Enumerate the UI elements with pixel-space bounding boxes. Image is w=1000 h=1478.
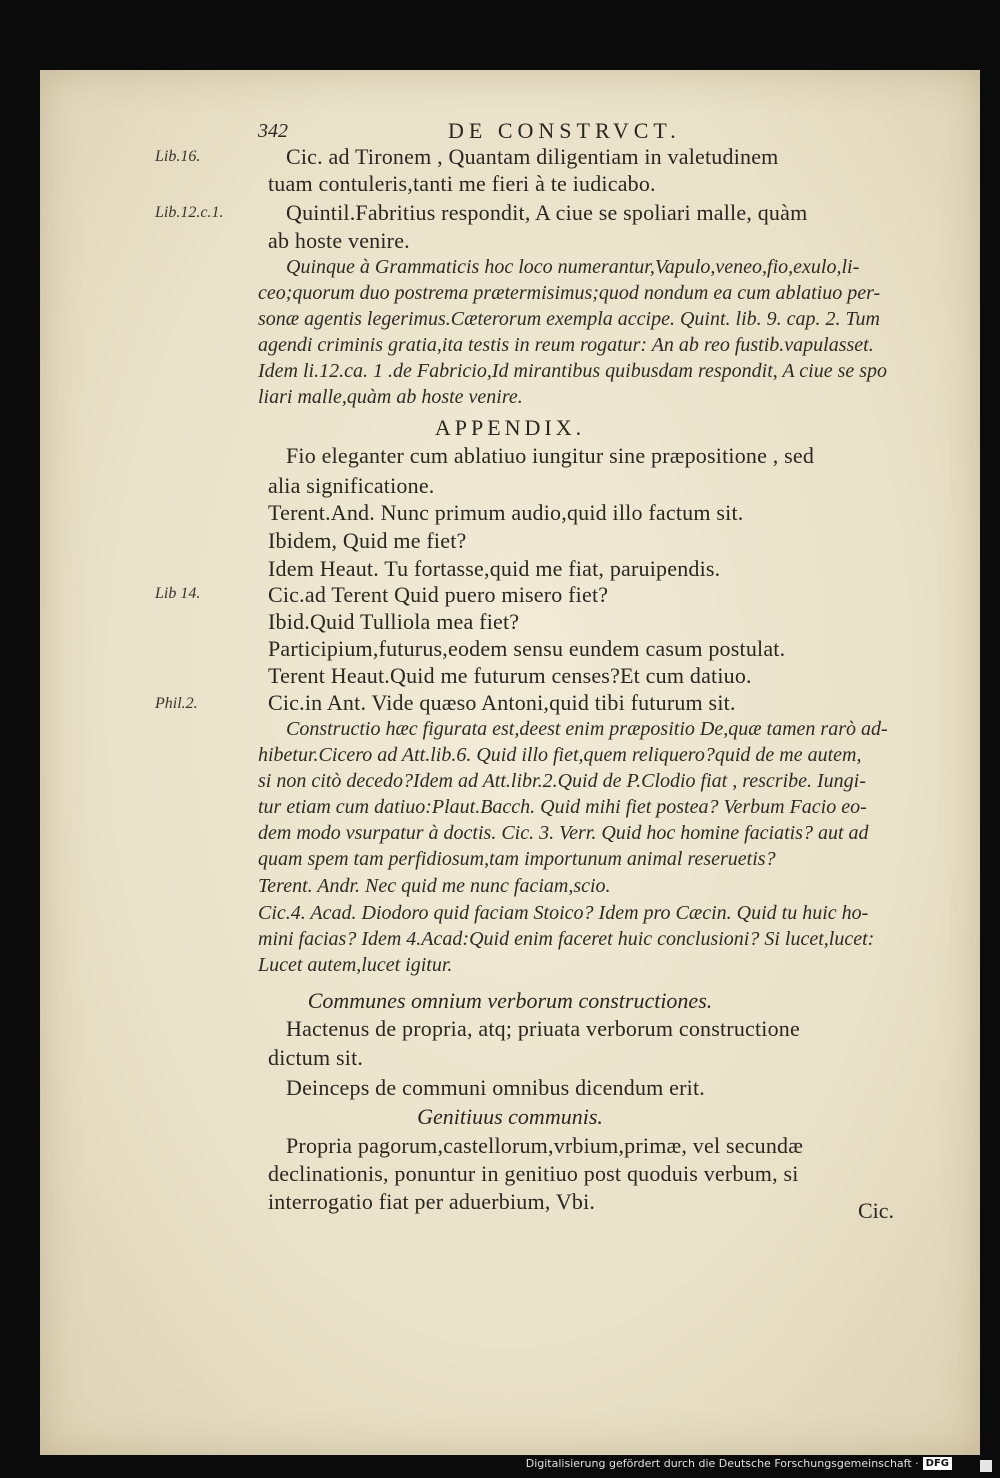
text-line: Cic.in Ant. Vide quæso Antoni,quid tibi futurum sit. [268,690,736,715]
text-line: tuam contuleris,tanti me fieri à te iudicabo. [268,171,656,196]
margin-note: Phil.2. [155,695,198,712]
text-line: Fio eleganter cum ablatiuo iungitur sine præpositione , sed [286,443,815,468]
text-line: Participium,futurus,eodem sensu eundem casum postulat. [268,636,786,661]
italic-line: tur etiam cum datiuo:Plaut.Bacch. Quid mihi fiet postea? Verbum Facio eo- [258,796,867,818]
section-subheading: Genitiuus communis. [417,1104,603,1129]
italic-line: Quinque à Grammaticis hoc loco numerantur,Vapulo,veneo,fio,exulo,li- [286,256,860,278]
italic-line: Terent. Andr. Nec quid me nunc faciam,scio. [258,875,611,897]
running-head: DE CONSTRVCT. [448,118,681,143]
text-line: Quintil.Fabritius respondit, A ciue se spoliari malle, quàm [286,200,808,225]
italic-line: mini facias? Idem 4.Acad:Quid enim faceret huic conclusioni? Si lucet,lucet: [258,928,875,950]
text-line: Cic.ad Terent Quid puero misero fiet? [268,582,609,607]
corner-marker [980,1460,992,1472]
section-heading: APPENDIX. [434,415,586,440]
text-line: declinationis, ponuntur in genitiuo post quoduis verbum, si [268,1161,799,1186]
italic-line: liari malle,quàm ab hoste venire. [258,386,523,408]
italic-line: agendi criminis gratia,ita testis in reum rogatur: An ab reo fustib.vapulasset. [258,334,874,356]
italic-line: sonæ agentis legerimus.Cæterorum exempla accipe. Quint. lib. 9. cap. 2. Tum [258,308,880,330]
italic-line: quam spem tam perfidiosum,tam importunum animal reseruetis? [258,848,776,870]
text-line: Ibid.Quid Tulliola mea fiet? [268,609,520,634]
text-line: Cic. ad Tironem , Quantam diligentiam in valetudinem [286,144,779,169]
page-number: 342 [258,120,288,142]
italic-line: si non citò decedo?Idem ad Att.libr.2.Quid de P.Clodio fiat , rescribe. Iungi- [258,770,866,792]
italic-line: ceo;quorum duo postrema prætermisimus;quod nondum ea cum ablatiuo per- [258,282,881,304]
italic-line: hibetur.Cicero ad Att.lib.6. Quid illo fiet,quem reliquero?quid de me autem, [258,744,862,766]
text-line: interrogatio fiat per aduerbium, Vbi. [268,1189,596,1214]
text-line: Idem Heaut. Tu fortasse,quid me fiat, paruipendis. [268,556,721,581]
text-line: Deinceps de communi omnibus dicendum erit. [286,1075,705,1100]
italic-line: Lucet autem,lucet igitur. [258,954,453,976]
text-line: Ibidem, Quid me fiet? [268,528,467,553]
text-line: Terent Heaut.Quid me futurum censes?Et cum datiuo. [268,663,752,688]
dfg-logo: DFG [923,1457,952,1470]
catchword: Cic. [858,1198,895,1223]
italic-line: Constructio hæc figurata est,deest enim præpositio De,quæ tamen rarò ad- [286,718,888,740]
italic-line: Cic.4. Acad. Diodoro quid faciam Stoico? Idem pro Cæcin. Quid tu huic ho- [258,902,869,924]
italic-line: dem modo vsurpatur à doctis. Cic. 3. Verr. Quid hoc homine faciatis? aut ad [258,822,869,844]
text-line: Propria pagorum,castellorum,vrbium,primæ, vel secundæ [286,1133,804,1158]
margin-note: Lib 14. [155,585,201,602]
margin-note: Lib.12.c.1. [155,204,224,221]
text-line: Hactenus de propria, atq; priuata verborum constructione [286,1016,800,1041]
section-subheading: Communes omnium verborum constructiones. [307,988,713,1013]
digitization-credit [526,1457,952,1470]
text-line: dictum sit. [268,1045,364,1070]
italic-line: Idem li.12.ca. 1 .de Fabricio,Id mirantibus quibusdam respondit, A ciue se spo [258,360,888,382]
text-line: ab hoste venire. [268,228,410,253]
margin-note: Lib.16. [155,148,201,165]
text-line: alia significatione. [268,473,435,498]
book-page [40,70,980,1455]
credit-text: Digitalisierung gefördert durch die Deutsche Forschungsgemeinschaft · [525,1457,919,1470]
text-line: Terent.And. Nunc primum audio,quid illo factum sit. [268,500,744,525]
